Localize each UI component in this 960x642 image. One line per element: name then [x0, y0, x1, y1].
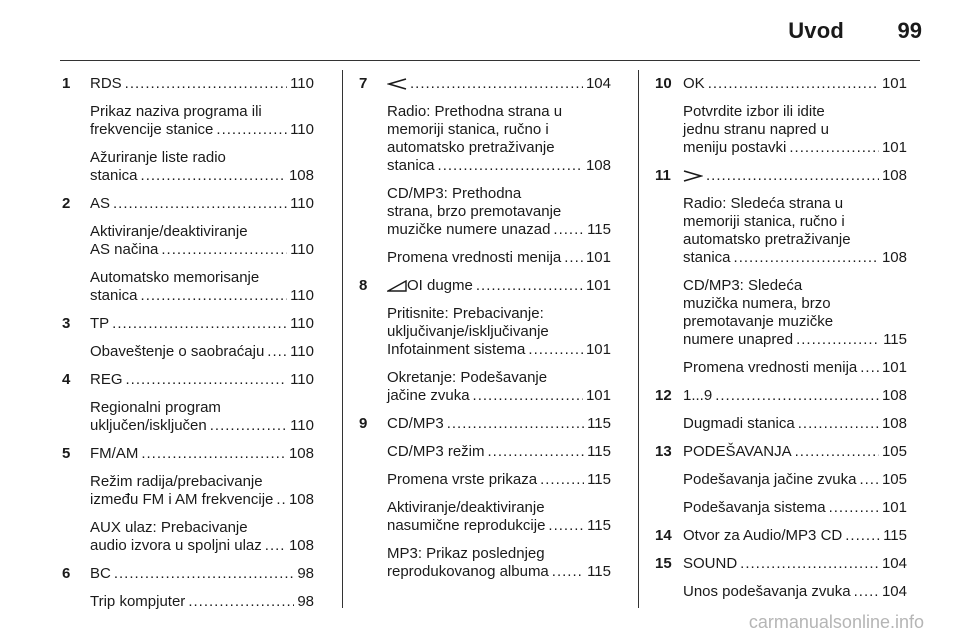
sub-text: nasumične reprodukcije — [387, 517, 546, 534]
index-line — [90, 167, 314, 185]
sub-text: Režim radija/prebacivanje — [90, 473, 263, 490]
entry-number: 4 — [62, 371, 71, 388]
page-ref[interactable]: 101 — [585, 387, 611, 404]
index-entry-1 — [62, 75, 314, 185]
sub-entry — [683, 103, 907, 157]
page-ref[interactable]: 110 — [290, 121, 314, 138]
leader-dots — [113, 195, 287, 213]
sub-text: Aktiviranje/deaktiviranje — [90, 223, 248, 240]
header-rule — [60, 60, 920, 61]
index-entry-4 — [62, 371, 314, 435]
leader-dots — [216, 121, 287, 139]
entry-label: OI dugme — [407, 277, 473, 294]
sub-text: Pritisnite: Prebacivanje: — [387, 305, 544, 322]
page-ref[interactable]: 101 — [881, 359, 907, 376]
index-line — [387, 341, 611, 359]
leader-dots — [141, 167, 286, 185]
sub-text: uključen/isključen — [90, 417, 207, 434]
index-line — [683, 527, 907, 545]
page-ref[interactable]: 108 — [881, 415, 907, 432]
sub-text: automatsko pretraživanje — [387, 139, 555, 156]
sub-text: CD/MP3: Sledeća — [683, 277, 803, 294]
sub-text: MP3: Prikaz poslednjeg — [387, 545, 545, 562]
entry-label: OK — [683, 75, 705, 92]
page-ref[interactable]: 115 — [587, 471, 611, 488]
page-ref[interactable]: 108 — [881, 249, 907, 266]
sub-text: frekvencije stanice — [90, 121, 214, 138]
sub-text: jednu stranu napred u — [683, 121, 829, 138]
leader-dots — [706, 167, 879, 185]
entry-number: 9 — [359, 415, 368, 432]
page-ref[interactable]: 105 — [881, 471, 907, 488]
leader-dots — [141, 287, 288, 305]
sub-text: premotavanje muzičke — [683, 313, 834, 330]
entry-number: 6 — [62, 565, 71, 582]
index-entry-7 — [359, 75, 611, 267]
leader-dots — [161, 241, 287, 259]
volume-icon — [387, 277, 407, 294]
sub-text: Dugmadi stanica — [683, 415, 795, 432]
leader-dots — [795, 443, 879, 461]
leader-dots — [114, 565, 294, 583]
index-line — [90, 241, 314, 259]
page-ref[interactable]: 115 — [587, 563, 611, 580]
entry-number: 11 — [655, 167, 671, 184]
page-header — [0, 0, 960, 60]
sub-text: Trip kompjuter — [90, 593, 186, 610]
page-ref[interactable]: 108 — [288, 167, 314, 184]
entry-label: BC — [90, 565, 111, 582]
index-line — [683, 583, 907, 601]
leader-dots — [540, 471, 584, 489]
sub-text: Promena vrednosti menija — [387, 249, 562, 266]
column-divider — [638, 70, 639, 608]
sub-entry — [683, 195, 907, 267]
entry-label: PODEŠAVANJA — [683, 443, 792, 460]
watermark: carmanualsonline.info — [748, 612, 924, 632]
entry-number: 7 — [359, 75, 368, 92]
leader-dots — [438, 157, 583, 175]
page-ref[interactable]: 110 — [290, 241, 314, 258]
index-line — [90, 565, 314, 583]
leader-dots — [829, 499, 879, 517]
sub-entry — [387, 499, 611, 535]
page-ref[interactable]: 110 — [290, 195, 314, 212]
page-ref[interactable]: 110 — [290, 343, 314, 360]
leader-dots — [125, 75, 287, 93]
index-column-2 — [359, 75, 611, 591]
index-line — [90, 417, 314, 435]
index-line — [387, 563, 611, 581]
sub-text: memoriji stanica, ručno i — [683, 213, 845, 230]
sub-text: muzička numera, brzo — [683, 295, 831, 312]
entry-number: 13 — [655, 443, 672, 460]
sub-text: Podešavanja sistema — [683, 499, 826, 516]
leader-dots — [265, 537, 286, 555]
index-entry-14 — [655, 527, 907, 545]
index-line — [683, 167, 907, 185]
index-line — [90, 343, 314, 361]
entry-label: CD/MP3 — [387, 415, 444, 432]
leader-dots — [859, 471, 879, 489]
sub-entry — [387, 305, 611, 359]
index-line — [683, 249, 907, 267]
index-line — [387, 415, 611, 433]
sub-text: Obaveštenje o saobraćaju — [90, 343, 265, 360]
sub-entry — [683, 359, 907, 377]
sub-entry — [90, 149, 314, 185]
page-ref[interactable]: 108 — [585, 157, 611, 174]
sub-text: jačine zvuka — [387, 387, 470, 404]
page-ref[interactable]: 104 — [585, 75, 611, 92]
leader-dots — [708, 75, 879, 93]
sub-entry — [683, 277, 907, 349]
page-ref[interactable]: 101 — [881, 75, 907, 92]
index-line — [683, 499, 907, 517]
sub-entry — [387, 443, 611, 461]
sub-text: Prikaz naziva programa ili — [90, 103, 262, 120]
index-line — [683, 139, 907, 157]
sub-entry — [683, 583, 907, 601]
sub-text: AUX ulaz: Prebacivanje — [90, 519, 248, 536]
column-divider — [342, 70, 343, 608]
sub-text: Ažuriranje liste radio — [90, 149, 226, 166]
index-column-3 — [655, 75, 907, 611]
leader-dots — [553, 221, 584, 239]
index-line — [90, 315, 314, 333]
leader-dots — [854, 583, 879, 601]
index-line — [90, 287, 314, 305]
page-ref[interactable]: 101 — [585, 277, 611, 294]
index-line — [683, 359, 907, 377]
seek-back-icon — [387, 75, 407, 93]
entry-number: 2 — [62, 195, 71, 212]
leader-dots — [188, 593, 294, 611]
index-line — [90, 445, 314, 463]
index-line — [683, 331, 907, 349]
sub-entry — [387, 369, 611, 405]
index-entry-11 — [655, 167, 907, 377]
sub-entry — [683, 415, 907, 433]
page-ref[interactable]: 105 — [881, 443, 907, 460]
index-entry-6 — [62, 565, 314, 611]
sub-text: Automatsko memorisanje — [90, 269, 260, 286]
leader-dots — [488, 443, 585, 461]
entry-label: FM/AM — [90, 445, 139, 462]
sub-text: Aktiviranje/deaktiviranje — [387, 499, 545, 516]
index-line — [90, 121, 314, 139]
sub-text: između FM i AM frekvencije — [90, 491, 274, 508]
entry-number: 10 — [655, 75, 672, 92]
page-ref[interactable]: 108 — [881, 387, 907, 404]
leader-dots — [548, 517, 584, 535]
entry-number: 8 — [359, 277, 368, 294]
seek-forward-icon — [683, 167, 703, 185]
page-ref[interactable]: 110 — [290, 75, 314, 92]
sub-entry — [90, 103, 314, 139]
sub-text: uključivanje/isključivanje — [387, 323, 549, 340]
index-entry-15 — [655, 555, 907, 601]
sub-entry — [90, 519, 314, 555]
entry-number: 3 — [62, 315, 71, 332]
index-entry-8 — [359, 277, 611, 405]
entry-number: 12 — [655, 387, 672, 404]
sub-entry — [387, 471, 611, 489]
entry-number: 14 — [655, 527, 672, 544]
leader-dots — [126, 371, 288, 389]
leader-dots — [860, 359, 879, 377]
page-ref[interactable]: 98 — [297, 593, 314, 610]
sub-text: stanica — [387, 157, 435, 174]
page-ref[interactable]: 115 — [587, 221, 611, 238]
entry-label: SOUND — [683, 555, 738, 572]
index-line — [683, 471, 907, 489]
page-ref[interactable]: 98 — [297, 565, 314, 582]
sub-entry — [90, 399, 314, 435]
sub-entry — [90, 343, 314, 361]
index-line — [387, 471, 611, 489]
entry-number: 1 — [62, 75, 71, 92]
page-ref[interactable]: 110 — [290, 287, 314, 304]
sub-entry — [90, 223, 314, 259]
index-line — [683, 415, 907, 433]
sub-text: meniju postavki — [683, 139, 787, 156]
page-ref[interactable]: 101 — [585, 249, 611, 266]
sub-text: automatsko pretraživanje — [683, 231, 851, 248]
page-title: Uvod — [788, 18, 844, 43]
index-line — [683, 555, 907, 573]
leader-dots — [564, 249, 583, 267]
leader-dots — [141, 445, 286, 463]
page-ref[interactable]: 101 — [881, 139, 907, 156]
page-ref[interactable]: 101 — [881, 499, 907, 516]
index-line — [90, 491, 314, 509]
sub-entry — [683, 471, 907, 489]
sub-text: Potvrdite izbor ili idite — [683, 103, 825, 120]
sub-entry — [387, 249, 611, 267]
page-ref[interactable]: 115 — [883, 527, 907, 544]
index-entry-2 — [62, 195, 314, 305]
sub-text: numere unapred — [683, 331, 794, 348]
index-line — [387, 443, 611, 461]
index-line — [387, 387, 611, 405]
sub-entry — [90, 473, 314, 509]
entry-number: 5 — [62, 445, 71, 462]
index-line — [387, 75, 611, 93]
leader-dots — [552, 563, 584, 581]
sub-entry — [90, 593, 314, 611]
index-entry-13 — [655, 443, 907, 517]
leader-dots — [410, 75, 583, 93]
leader-dots — [276, 491, 286, 509]
index-line — [387, 221, 611, 239]
sub-text: Unos podešavanja zvuka — [683, 583, 851, 600]
page-ref[interactable]: 108 — [881, 167, 907, 184]
page-ref[interactable]: 110 — [290, 371, 314, 388]
page-ref[interactable]: 108 — [288, 445, 314, 462]
index-entry-5 — [62, 445, 314, 555]
sub-text: Regionalni program — [90, 399, 221, 416]
leader-dots — [845, 527, 880, 545]
sub-text: Promena vrste prikaza — [387, 471, 538, 488]
leader-dots — [789, 139, 879, 157]
index-line — [387, 157, 611, 175]
page-ref[interactable]: 108 — [288, 491, 314, 508]
sub-text: stanica — [683, 249, 731, 266]
sub-text: CD/MP3: Prethodna — [387, 185, 522, 202]
index-line — [683, 443, 907, 461]
entry-label: TP — [90, 315, 110, 332]
sub-text: CD/MP3 režim — [387, 443, 485, 460]
sub-text: muzičke numere unazad — [387, 221, 551, 238]
index-line — [90, 537, 314, 555]
sub-text: Infotainment sistema — [387, 341, 526, 358]
leader-dots — [798, 415, 879, 433]
index-line — [387, 249, 611, 267]
index-entry-10 — [655, 75, 907, 157]
index-entry-3 — [62, 315, 314, 361]
sub-text: AS načina — [90, 241, 159, 258]
leader-dots — [734, 249, 879, 267]
leader-dots — [447, 415, 584, 433]
leader-dots — [476, 277, 583, 295]
sub-text: Okretanje: Podešavanje — [387, 369, 548, 386]
index-entry-12 — [655, 387, 907, 433]
index-line — [90, 593, 314, 611]
page-ref[interactable]: 115 — [587, 415, 611, 432]
page-ref[interactable]: 104 — [881, 583, 907, 600]
index-line — [90, 371, 314, 389]
index-line — [90, 75, 314, 93]
index-line — [683, 75, 907, 93]
leader-dots — [796, 331, 880, 349]
index-line — [387, 517, 611, 535]
page-ref[interactable]: 115 — [883, 331, 907, 348]
index-entry-9 — [359, 415, 611, 581]
index-line — [683, 387, 907, 405]
index-line — [90, 195, 314, 213]
leader-dots — [715, 387, 879, 405]
leader-dots — [210, 417, 287, 435]
sub-text: stanica — [90, 167, 138, 184]
sub-entry — [387, 103, 611, 175]
leader-dots — [528, 341, 583, 359]
entry-label: AS — [90, 195, 111, 212]
leader-dots — [267, 343, 287, 361]
index-line — [387, 277, 611, 295]
page-ref[interactable]: 115 — [587, 443, 611, 460]
page-ref[interactable]: 104 — [881, 555, 907, 572]
sub-text: stanica — [90, 287, 138, 304]
sub-text: Podešavanja jačine zvuka — [683, 471, 857, 488]
sub-text: strana, brzo premotavanje — [387, 203, 562, 220]
sub-text: memoriji stanica, ručno i — [387, 121, 549, 138]
leader-dots — [740, 555, 879, 573]
sub-text: reprodukovanog albuma — [387, 563, 549, 580]
entry-number: 15 — [655, 555, 672, 572]
sub-entry — [387, 185, 611, 239]
volume-label — [387, 277, 473, 295]
sub-entry — [90, 269, 314, 305]
entry-label: RDS — [90, 75, 122, 92]
page-ref[interactable]: 110 — [290, 417, 314, 434]
sub-text: Radio: Prethodna strana u — [387, 103, 563, 120]
sub-text: Radio: Sledeća strana u — [683, 195, 844, 212]
page-ref[interactable]: 101 — [585, 341, 611, 358]
index-column-1 — [62, 75, 314, 621]
entry-label: Otvor za Audio/MP3 CD — [683, 527, 843, 544]
sub-entry — [683, 499, 907, 517]
entry-label: REG — [90, 371, 123, 388]
page-ref[interactable]: 110 — [290, 315, 314, 332]
page-number: 99 — [897, 18, 922, 43]
leader-dots — [473, 387, 583, 405]
page-ref[interactable]: 108 — [288, 537, 314, 554]
entry-label: 1...9 — [683, 387, 713, 404]
leader-dots — [112, 315, 287, 333]
page-ref[interactable]: 115 — [587, 517, 611, 534]
sub-text: audio izvora u spoljni ulaz — [90, 537, 262, 554]
sub-text: Promena vrednosti menija — [683, 359, 858, 376]
sub-entry — [387, 545, 611, 581]
